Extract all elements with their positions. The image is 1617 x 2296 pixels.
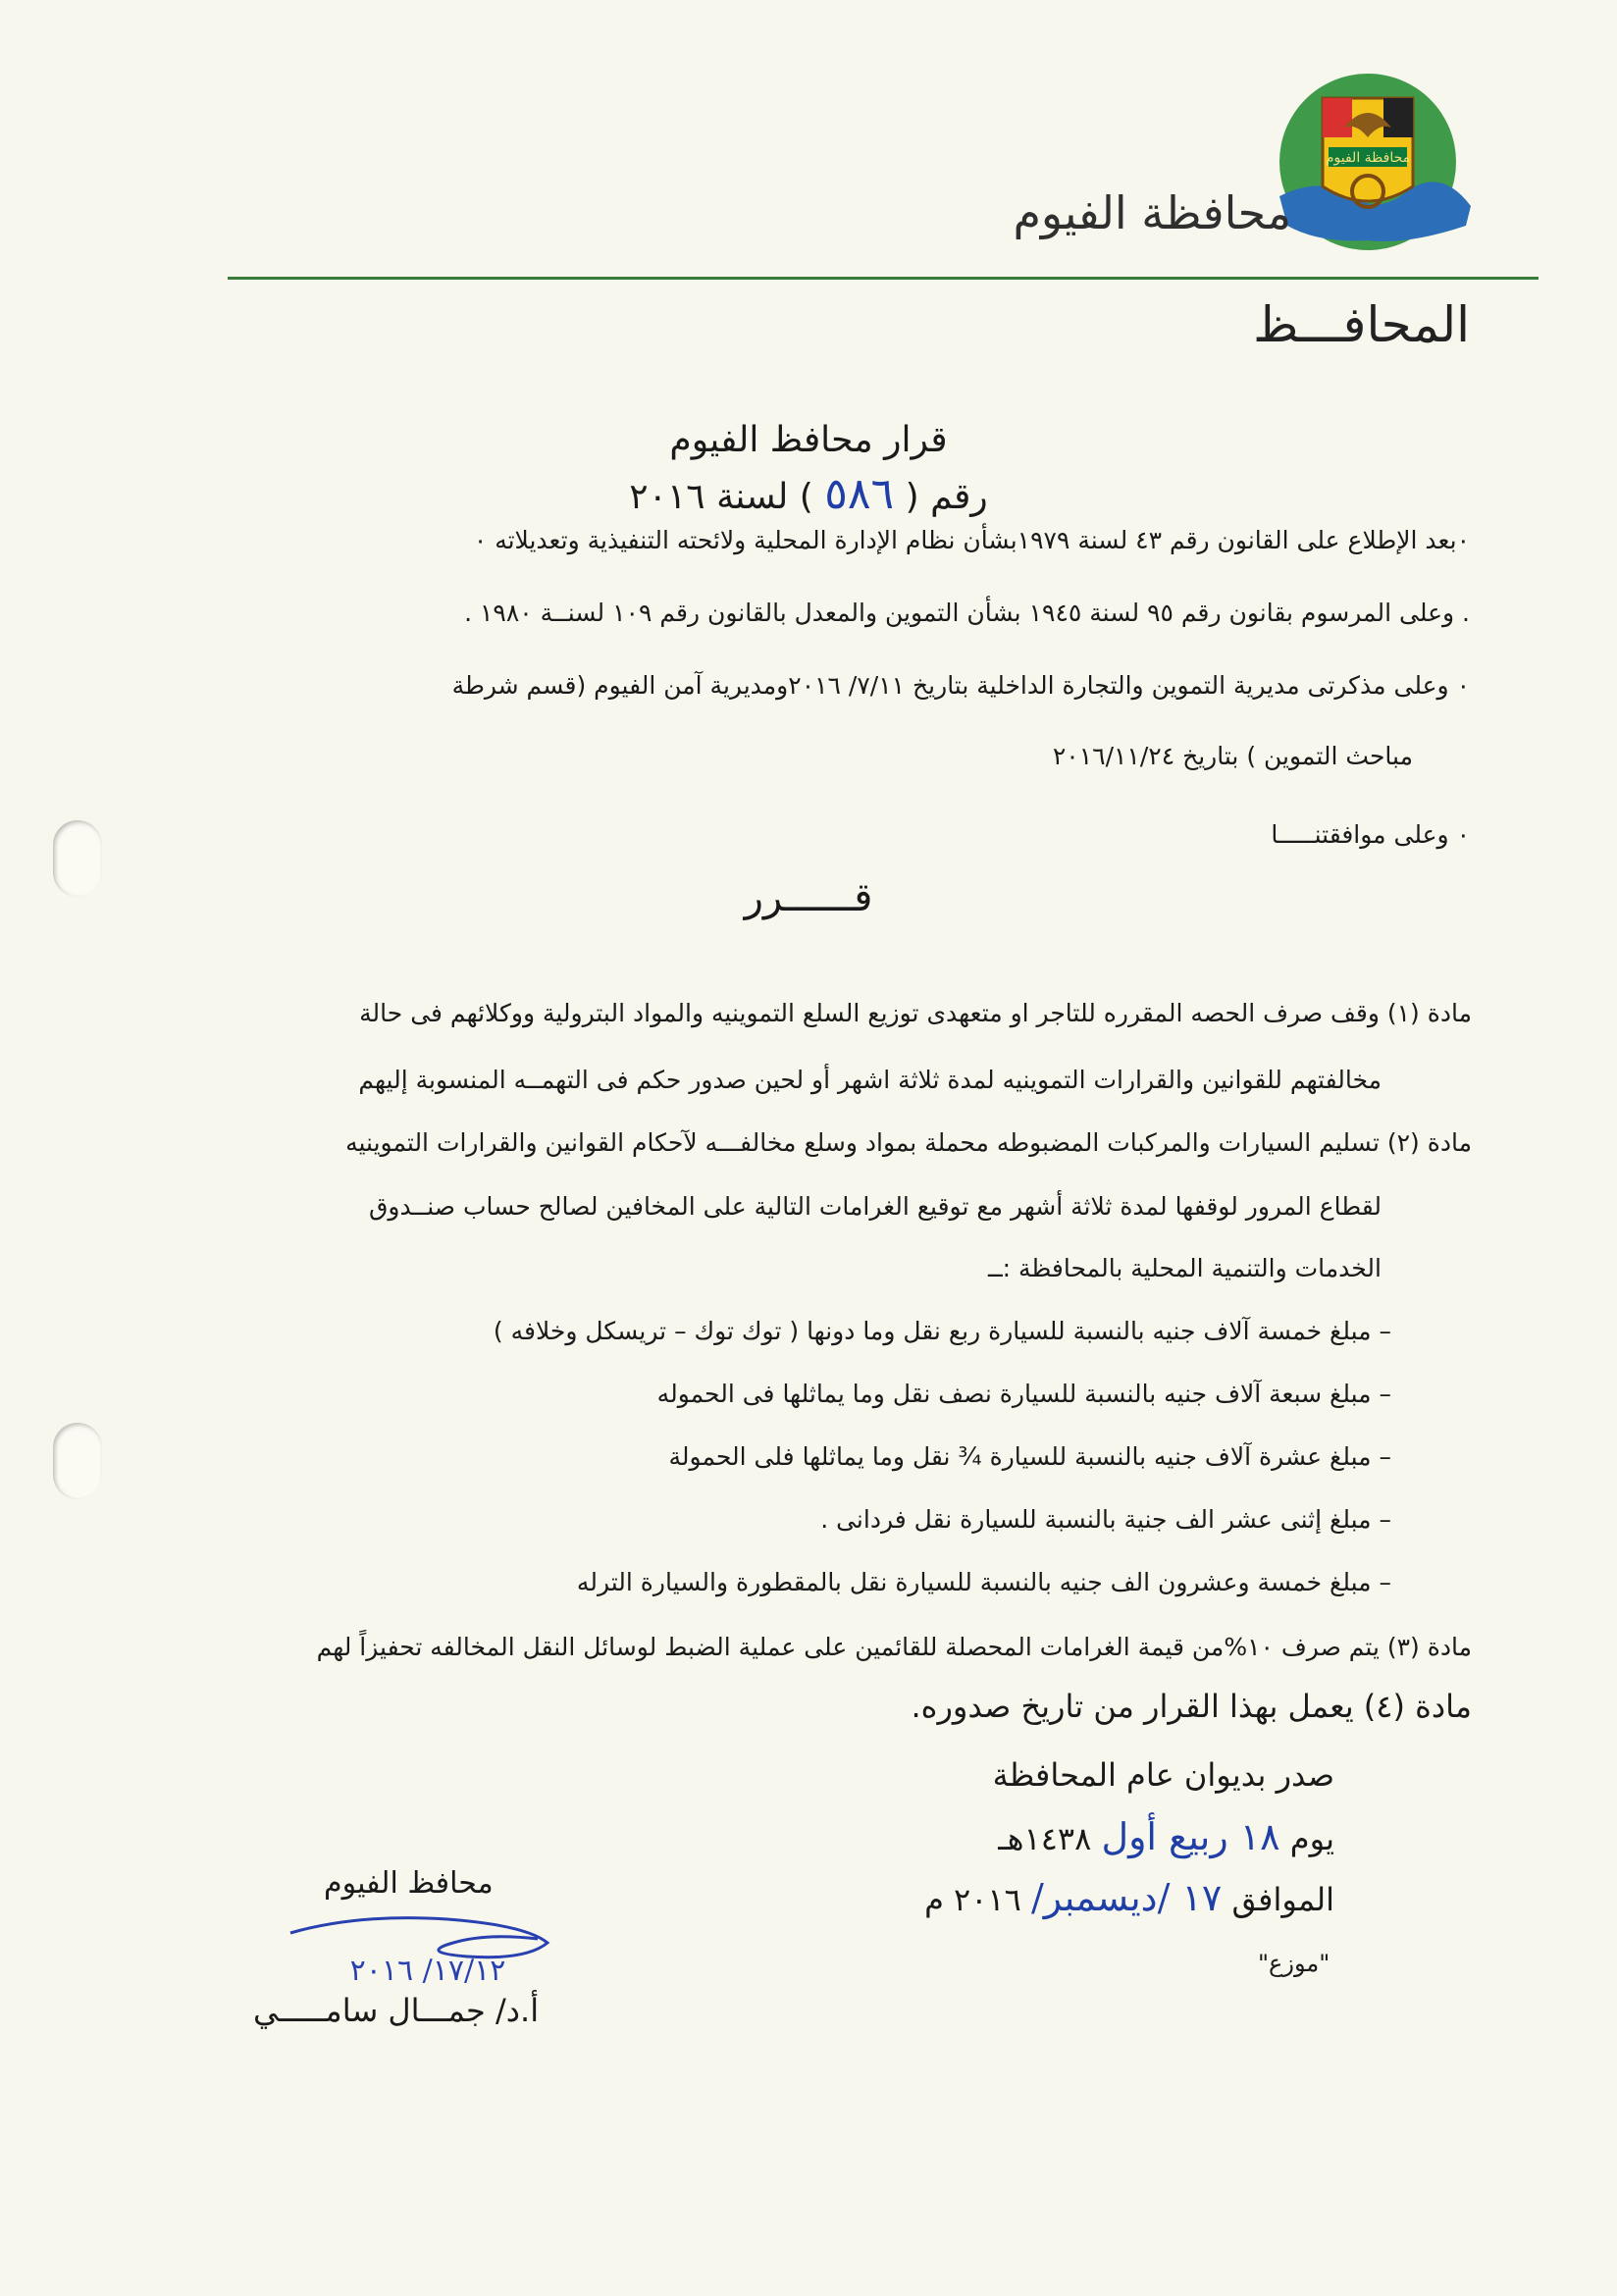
- hijri-prefix: يوم: [1289, 1820, 1334, 1857]
- signature-date: ١٧/١٢/ ٢٠١٦: [349, 1954, 506, 1988]
- decree-title: قرار محافظ الفيوم: [669, 420, 948, 460]
- distributed-note: "موزع": [1258, 1950, 1330, 1977]
- fine-item-2: – مبلغ سبعة آلاف جنيه بالنسبة للسيارة نصف نقل وما يماثلها فى الحموله: [656, 1380, 1391, 1408]
- issued-at: صدر بديوان عام المحافظة: [992, 1756, 1334, 1794]
- article-1-line-2: مخالفتهم للقوانين والقرارات التموينيه لمدة ثلاثة اشهر أو لحين صدور حكم فى التهمــه المنسوبة إليهم: [358, 1066, 1382, 1094]
- decree-number-handwritten: ٥٨٦: [824, 469, 895, 519]
- decree-number-suffix: ) لسنة ٢٠١٦: [629, 477, 813, 517]
- greg-suffix: ٢٠١٦ م: [924, 1881, 1021, 1918]
- article-2-line-2: لقطاع المرور لوقفها لمدة ثلاثة أشهر مع توقيع الغرامات التالية على المخافين لصالح حساب صنــدوق: [368, 1192, 1382, 1221]
- decree-number: [0, 469, 1617, 519]
- header-rule: [228, 277, 1539, 280]
- greg-prefix: الموافق: [1231, 1881, 1334, 1918]
- handwritten-signature: [281, 1904, 565, 1992]
- article-1-line-1: مادة (١) وقف صرف الحصه المقرره للتاجر او متعهدى توزيع السلع التموينيه والمواد البترولية ووكلائهم فى حالة: [359, 999, 1472, 1027]
- article-2-line-1: مادة (٢) تسليم السيارات والمركبات المضبوطه محملة بمواد وسلع مخالفـــه لآحكام القوانين والقرارات التموينيه: [345, 1128, 1472, 1157]
- hijri-handwritten: ١٨ ربيع أول: [1101, 1815, 1280, 1858]
- governorate-name: محافظة الفيوم: [1013, 186, 1291, 239]
- fine-item-1: – مبلغ خمسة آلاف جنيه بالنسبة للسيارة ربع نقل وما دونها ( توك توك – تريسكل وخلافه ): [493, 1317, 1391, 1345]
- preamble-line-1: ٠بعد الإطلاع على القانون رقم ٤٣ لسنة ١٩٧٩بشأن نظام الإدارة المحلية ولائحته التنفيذية وتعديلاته ٠: [473, 526, 1470, 554]
- decree-number-prefix: رقم (: [905, 477, 988, 517]
- fine-item-4: – مبلغ إثنى عشر الف جنية بالنسبة للسيارة نقل فردانى .: [820, 1505, 1391, 1534]
- fine-item-3: – مبلغ عشرة آلاف جنيه بالنسبة للسيارة ¾ نقل وما يماثلها فلى الحمولة: [668, 1442, 1391, 1471]
- article-2-line-3: الخدمات والتنمية المحلية بالمحافظة :ــ: [988, 1254, 1382, 1282]
- logo-text: محافظة الفيوم: [1325, 150, 1411, 166]
- article-4: مادة (٤) يعمل بهذا القرار من تاريخ صدوره.: [911, 1688, 1472, 1725]
- office-title: المحافـــظ: [1253, 296, 1470, 353]
- signature-title: محافظ الفيوم: [324, 1866, 494, 1901]
- article-3: مادة (٣) يتم صرف ١٠%من قيمة الغرامات المحصلة للقائمين على عملية الضبط لوسائل النقل المخالفه تحفيزاً لهم: [316, 1633, 1472, 1661]
- hijri-suffix: ١٤٣٨هـ: [998, 1820, 1092, 1857]
- gregorian-date: [924, 1876, 1334, 1919]
- preamble-line-2: . وعلى المرسوم بقانون رقم ٩٥ لسنة ١٩٤٥ بشأن التموين والمعدل بالقانون رقم ١٠٩ لسنــة ١٩٨٠ .: [464, 599, 1470, 627]
- greg-handwritten: ١٧ /ديسمبر/: [1030, 1876, 1223, 1919]
- governor-name: أ.د/ جمـــال سامـــــي: [253, 1992, 540, 2029]
- decided-heading: قــــــرر: [744, 875, 873, 920]
- preamble-line-4: مباحث التموين ) بتاريخ ٢٠١٦/١١/٢٤: [1052, 742, 1413, 770]
- preamble-line-5: ٠ وعلى موافقتنـــــا: [1271, 820, 1470, 849]
- fine-item-5: – مبلغ خمسة وعشرون الف جنيه بالنسبة للسيارة نقل بالمقطورة والسيارة الترله: [576, 1568, 1391, 1596]
- governorate-logo: [1260, 69, 1476, 255]
- preamble-line-3: ٠ وعلى مذكرتى مديرية التموين والتجارة الداخلية بتاريخ ٧/١١/ ٢٠١٦ومديرية آمن الفيوم (قسم شرطة: [451, 671, 1470, 700]
- punch-hole-bottom: [53, 1423, 102, 1499]
- hijri-date: [998, 1815, 1334, 1858]
